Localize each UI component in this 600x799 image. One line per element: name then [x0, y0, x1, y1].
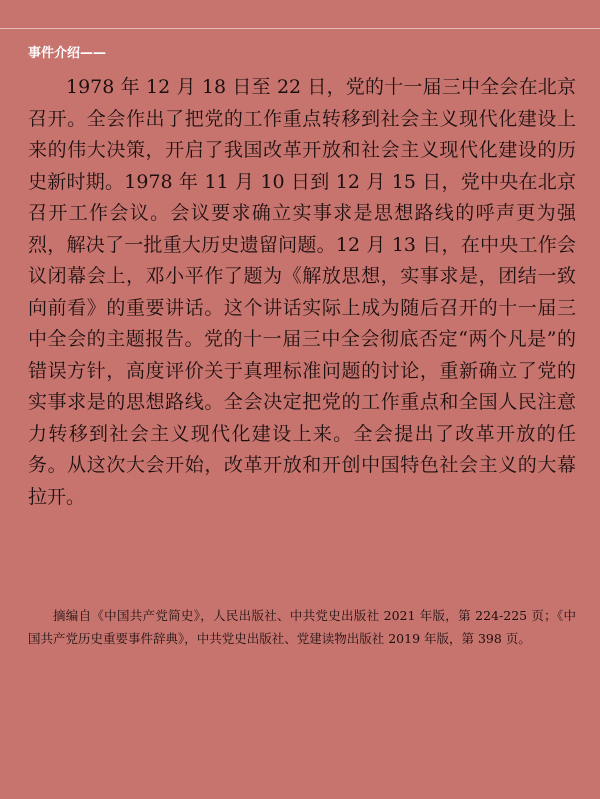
source-citation: 摘编自《中国共产党简史》，人民出版社、中共党史出版社 2021 年版，第 224-225 页；《中国共产党历史重要事件辞典》，中共党史出版社、党建读物出版社 2019 年版，第 398 页。 [28, 608, 576, 646]
event-description: 1978 年 12 月 18 日至 22 日，党的十一届三中全会在北京召开。全会作出了把党的工作重点转移到社会主义现代化建设上来的伟大决策，开启了我国改革开放和社会主义现代化建设的历史新时期。1978 年 11 月 10 日到 12 月 15 日，党中央在北京召开工作会议。会议要求确立实事求是思想路线的呼声更为强烈，解决了一批重大历史遗留问题。12 月 13 日，在中央工作会议闭幕会上，邓小平作了题为《解放思想，实事求是，团结一致向前看》的重要讲话。这个讲话实际上成为随后召开的十一届三中全会的主题报告。党的十一届三中全会彻底否定“两个凡是”的错误方针，高度评价关于真理标准问题的讨论，重新确立了党的实事求是的思想路线。全会决定把党的工作重点和全国人民注意力转移到社会主义现代化建设上来。全会提出了改革开放的任务。从这次大会开始，改革开放和开创中国特色社会主义的大幕拉开。 [28, 76, 576, 508]
section-label: 事件介绍—— [28, 46, 107, 61]
top-divider [0, 28, 600, 29]
